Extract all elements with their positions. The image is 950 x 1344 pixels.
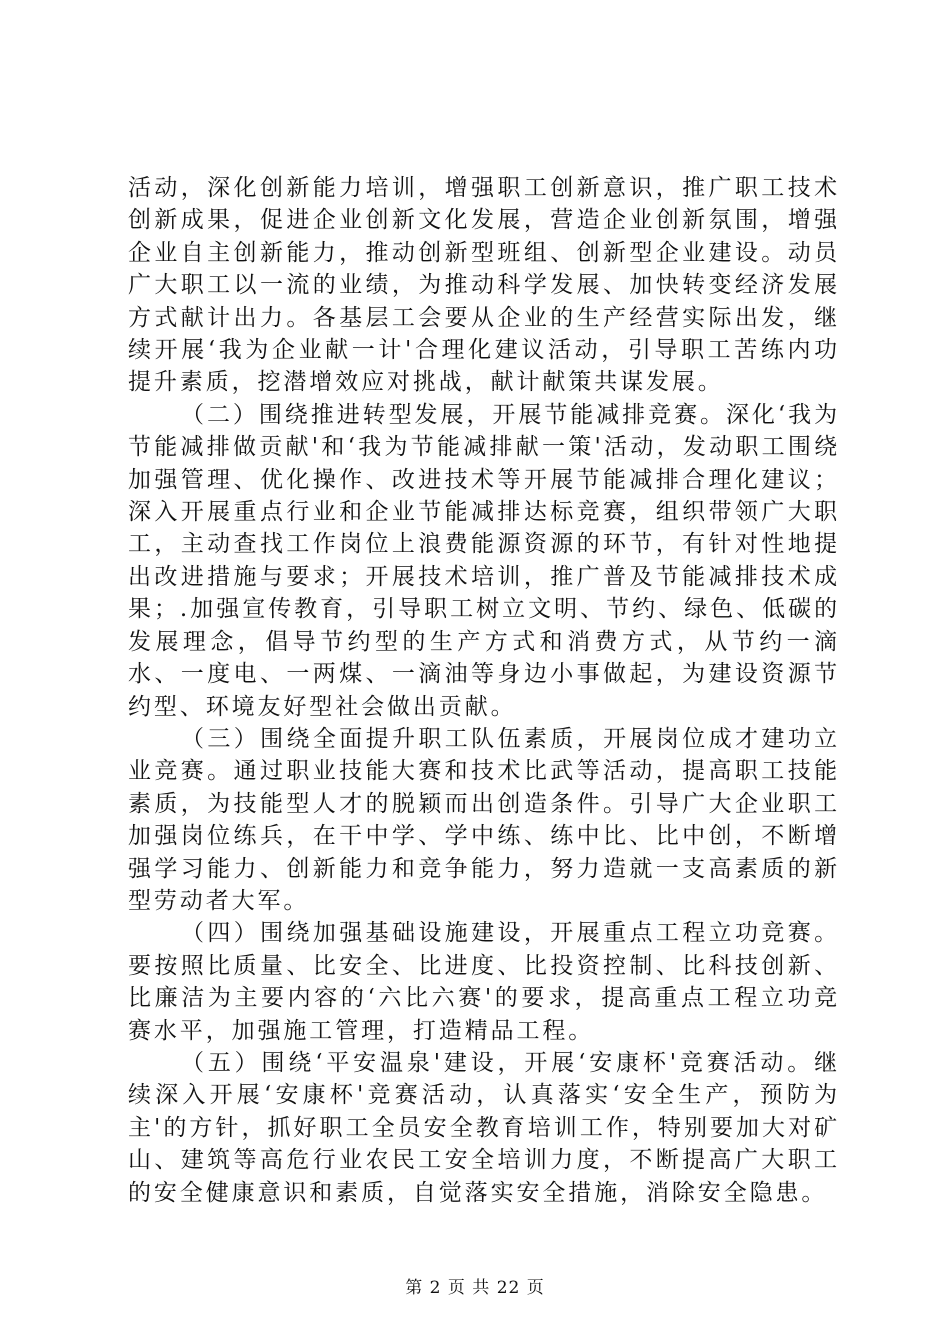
paragraph-infrastructure: （四）围绕加强基础设施建设，开展重点工程立功竞赛。要按照比质量、比安全、比进度、比投资控制、比科技创新、比廉洁为主要内容的‘六比六赛'的要求，提高重点工程立功竞赛水平，加强施工管理，打造精品工程。 bbox=[128, 920, 840, 1044]
document-body bbox=[128, 172, 840, 1209]
paragraph-safety: （五）围绕‘平安温泉'建设，开展‘安康杯'竞赛活动。继续深入开展‘安康杯'竞赛活动，认真落实‘安全生产，预防为主'的方针，抓好职工全员安全教育培训工作，特别要加大对矿山、建筑等高危行业农民工安全培训力度，不断提高广大职工的安全健康意识和素质，自觉落实安全措施，消除安全隐患。 bbox=[128, 1049, 840, 1206]
paragraph-workforce-quality: （三）围绕全面提升职工队伍素质，开展岗位成才建功立业竞赛。通过职业技能大赛和技术比武等活动，提高职工技能素质，为技能型人才的脱颖而出创造条件。引导广大企业职工加强岗位练兵，在干中学、学中练、练中比、比中创，不断增强学习能力、创新能力和竞争能力，努力造就一支高素质的新型劳动者大军。 bbox=[128, 725, 840, 914]
page-footer: 第 2 页 共 22 页 bbox=[405, 1278, 545, 1298]
paragraph-continuation: 活动，深化创新能力培训，增强职工创新意识，推广职工技术创新成果，促进企业创新文化发展，营造企业创新氛围，增强企业自主创新能力，推动创新型班组、创新型企业建设。动员广大职工以一流的业绩，为推动科学发展、加快转变经济发展方式献计出力。各基层工会要从企业的生产经营实际出发，继续开展‘我为企业献一计'合理化建议活动，引导职工苦练内功提升素质，挖潜增效应对挑战，献计献策共谋发展。 bbox=[128, 175, 840, 396]
paragraph-energy-saving: （二）围绕推进转型发展，开展节能减排竞赛。深化‘我为节能减排做贡献'和‘我为节能减排献一策'活动，发动职工围绕加强管理、优化操作、改进技术等开展节能减排合理化建议；深入开展重点行业和企业节能减排达标竞赛，组织带领广大职工，主动查找工作岗位上浪费能源资源的环节，有针对性地提出改进措施与要求；开展技术培训，推广普及节能减排技术成果；.加强宣传教育，引导职工树立文明、节约、绿色、低碳的发展理念，倡导节约型的生产方式和消费方式，从节约一滴水、一度电、一两煤、一滴油等身边小事做起，为建设资源节约型、环境友好型社会做出贡献。 bbox=[128, 401, 840, 720]
